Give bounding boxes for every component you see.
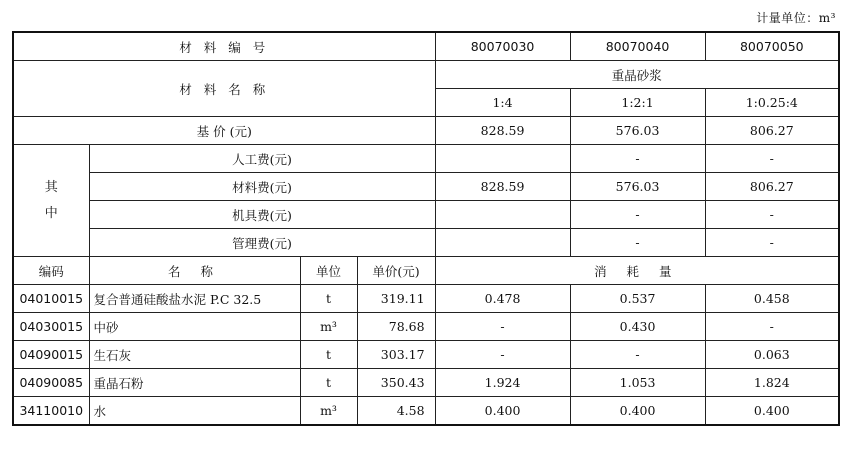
row-qty-1: 0.400 bbox=[435, 397, 570, 426]
row-qty-3: 0.400 bbox=[705, 397, 839, 426]
material-code-2: 80070040 bbox=[570, 32, 705, 61]
row-qty-2: 0.430 bbox=[570, 313, 705, 341]
row-price: 303.17 bbox=[357, 341, 435, 369]
management-2: - bbox=[570, 229, 705, 257]
management-3: - bbox=[705, 229, 839, 257]
table-row bbox=[13, 313, 839, 341]
material-cost-label: 材料费(元) bbox=[89, 173, 435, 201]
material-cost-3: 806.27 bbox=[705, 173, 839, 201]
material-code-row bbox=[13, 32, 839, 61]
row-qty-3: - bbox=[705, 313, 839, 341]
column-consumption: 消 耗 量 bbox=[435, 257, 839, 285]
row-code: 04010015 bbox=[13, 285, 89, 313]
row-name: 水 bbox=[89, 397, 300, 426]
column-header-row bbox=[13, 257, 839, 285]
table-row bbox=[13, 369, 839, 397]
management-label: 管理费(元) bbox=[89, 229, 435, 257]
machine-3: - bbox=[705, 201, 839, 229]
machine-row bbox=[13, 201, 839, 229]
group-label-bottom: 中 bbox=[44, 205, 58, 221]
row-unit: m³ bbox=[300, 313, 357, 341]
row-qty-1: 0.478 bbox=[435, 285, 570, 313]
machine-2: - bbox=[570, 201, 705, 229]
table-row bbox=[13, 285, 839, 313]
labor-2: - bbox=[570, 145, 705, 173]
material-name-label: 材 料 名 称 bbox=[13, 61, 435, 117]
labor-3: - bbox=[705, 145, 839, 173]
row-qty-2: - bbox=[570, 341, 705, 369]
material-cost-2: 576.03 bbox=[570, 173, 705, 201]
material-name-row bbox=[13, 61, 839, 89]
base-price-row bbox=[13, 117, 839, 145]
base-price-3: 806.27 bbox=[705, 117, 839, 145]
management-1 bbox=[435, 229, 570, 257]
row-code: 04090085 bbox=[13, 369, 89, 397]
base-price-label: 基 价 (元) bbox=[13, 117, 435, 145]
row-qty-3: 1.824 bbox=[705, 369, 839, 397]
material-code-label: 材 料 编 号 bbox=[13, 32, 435, 61]
quota-table bbox=[12, 31, 840, 426]
row-code: 04030015 bbox=[13, 313, 89, 341]
row-unit: m³ bbox=[300, 397, 357, 426]
row-name: 复合普通硅酸盐水泥 P.C 32.5 bbox=[89, 285, 300, 313]
row-unit: t bbox=[300, 341, 357, 369]
labor-row bbox=[13, 145, 839, 173]
management-row bbox=[13, 229, 839, 257]
column-name: 名 称 bbox=[89, 257, 300, 285]
material-code-1: 80070030 bbox=[435, 32, 570, 61]
material-cost-row bbox=[13, 173, 839, 201]
unit-note: 计量单位：m³ bbox=[756, 11, 836, 25]
row-code: 04090015 bbox=[13, 341, 89, 369]
table-row bbox=[13, 341, 839, 369]
row-qty-2: 0.400 bbox=[570, 397, 705, 426]
row-price: 78.68 bbox=[357, 313, 435, 341]
row-unit: t bbox=[300, 369, 357, 397]
row-qty-1: - bbox=[435, 341, 570, 369]
row-qty-2: 0.537 bbox=[570, 285, 705, 313]
material-name: 重晶砂浆 bbox=[435, 61, 839, 89]
row-name: 重晶石粉 bbox=[89, 369, 300, 397]
ratio-2: 1:2:1 bbox=[570, 89, 705, 117]
material-code-3: 80070050 bbox=[705, 32, 839, 61]
base-price-2: 576.03 bbox=[570, 117, 705, 145]
machine-label: 机具费(元) bbox=[89, 201, 435, 229]
labor-label: 人工费(元) bbox=[89, 145, 435, 173]
row-code: 34110010 bbox=[13, 397, 89, 426]
row-name: 生石灰 bbox=[89, 341, 300, 369]
row-qty-1: 1.924 bbox=[435, 369, 570, 397]
row-name: 中砂 bbox=[89, 313, 300, 341]
base-price-1: 828.59 bbox=[435, 117, 570, 145]
row-qty-3: 0.458 bbox=[705, 285, 839, 313]
row-price: 319.11 bbox=[357, 285, 435, 313]
row-qty-3: 0.063 bbox=[705, 341, 839, 369]
ratio-1: 1:4 bbox=[435, 89, 570, 117]
column-unit: 单位 bbox=[300, 257, 357, 285]
material-cost-1: 828.59 bbox=[435, 173, 570, 201]
machine-1 bbox=[435, 201, 570, 229]
column-unit-price: 单价(元) bbox=[357, 257, 435, 285]
row-price: 4.58 bbox=[357, 397, 435, 426]
row-unit: t bbox=[300, 285, 357, 313]
row-qty-2: 1.053 bbox=[570, 369, 705, 397]
row-qty-1: - bbox=[435, 313, 570, 341]
group-label bbox=[13, 145, 89, 257]
table-row bbox=[13, 397, 839, 426]
ratio-3: 1:0.25:4 bbox=[705, 89, 839, 117]
row-price: 350.43 bbox=[357, 369, 435, 397]
column-code: 编码 bbox=[13, 257, 89, 285]
group-label-top: 其 bbox=[44, 179, 58, 195]
labor-1 bbox=[435, 145, 570, 173]
